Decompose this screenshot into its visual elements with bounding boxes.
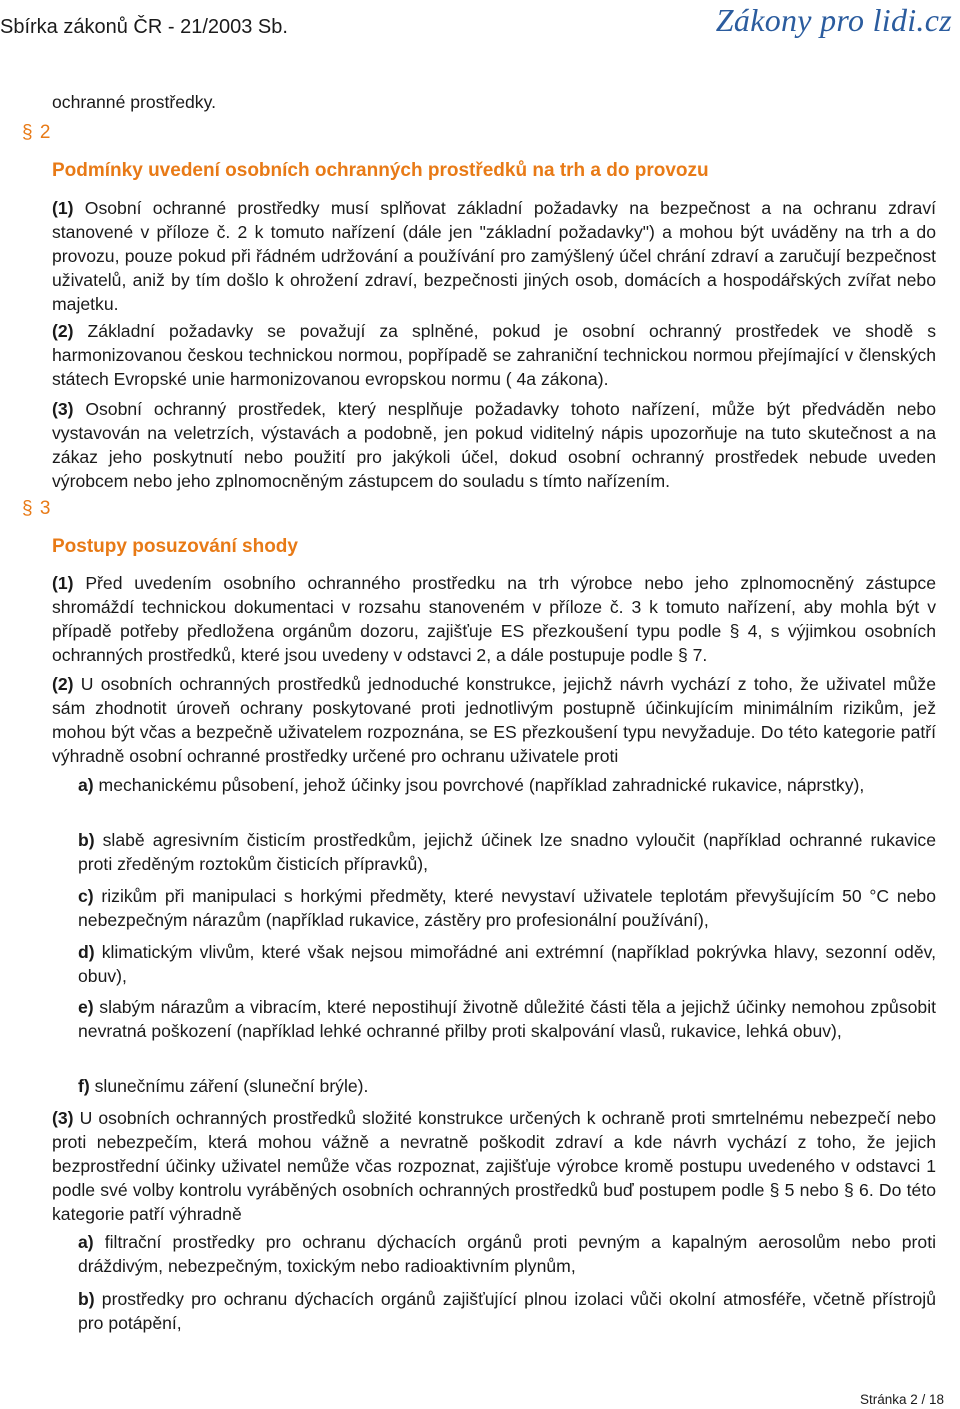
site-logo[interactable]: Zákony pro lidi.cz [715,2,952,38]
sec3-paragraph-2: (2) U osobních ochranných prostředků jednoduché konstrukce, jejichž návrh vychází z toho, že uživatel může sám zhodnotit úroveň ochrany poskytované proti jednotlivým postupně účinkujícím minimálním rizikům, jež mohou být včas a bezpečně uživatelem rozpoznána, se ES přezkoušení typu nevyžaduje. Do této kategorie patří výhradně osobní ochranné prostředky určené pro ochranu uživatele proti [52,674,936,766]
sec3-paragraph-3: (3) U osobních ochranných prostředků složité konstrukce určených k ochraně proti smrtelnému nebezpečí nebo proti nebezpečím, která mohou vážně a nevratně poškodit zdraví a kde návrh vychází z toho, že jejich bezprostřední účinky uživatel nemůže včas rozpoznat, zajišťuje výrobce kromě postupu uvedeného v odstavci 1 podle své volby kontrolu vyráběných osobních ochranných prostředků buď postupem podle § 5 nebo § 6. Do této kategorie patří výhradně [52,1108,936,1224]
sec2-paragraph-1: (1) Osobní ochranné prostředky musí splňovat základní požadavky na bezpečnost a na ochranu zdraví stanovené v příloze č. 2 k tomuto nařízení (dále jen "základní požadavky") a mohou být uváděny na trh a do provozu, pouze pokud při řádném udržování a používání pro zamýšlený účel chrání zdraví a zaručují bezpečnost uživatelů, aniž by tím došlo k ohrožení zdraví, bezpečnosti jiných osob, domácích a hospodářských zvířat nebo majetku. [52,198,936,314]
section-symbol: § [22,122,33,143]
list-item: f) slunečnímu záření (sluneční brýle). [78,1076,369,1096]
document-title: Sbírka zákonů ČR - 21/2003 Sb. [0,16,288,38]
list-item: b) prostředky pro ochranu dýchacích orgánů zajišťující plnou izolaci vůči okolní atmosféře, včetně přístrojů pro potápění, [78,1289,936,1333]
section-number: 2 [39,122,51,143]
section-2-marker [22,122,50,144]
intro-text: ochranné prostředky. [52,92,216,112]
page-header [0,0,960,48]
section-symbol: § [22,498,33,519]
list-item: a) filtrační prostředky pro ochranu dýchacích orgánů proti pevným a kapalným aerosolům nebo proti dráždivým, nebezpečným, toxickým nebo radioaktivním plynům, [78,1232,936,1276]
list-item: b) slabě agresivním čisticím prostředkům, jejichž účinek lze snadno vyloučit (například ochranné rukavice proti zředěným roztokům čisticích přípravků), [78,830,936,874]
list-item: a) mechanickému působení, jehož účinky jsou povrchové (například zahradnické rukavice, náprstky), [78,775,865,795]
section-2-heading: Podmínky uvedení osobních ochranných prostředků na trh a do provozu [52,160,709,181]
section-number: 3 [39,498,51,519]
section-3-heading: Postupy posuzování shody [52,536,298,557]
section-3-marker [22,498,50,520]
page-number: Stránka 2 / 18 [859,1392,944,1407]
sec3-paragraph-1: (1) Před uvedením osobního ochranného prostředku na trh výrobce nebo jeho zplnomocněný zástupce shromáždí technickou dokumentaci v rozsahu stanoveném v příloze č. 3 k tomuto nařízení, aby mohla být v případě potřeby předložena orgánům dozoru, zajišťuje ES přezkoušení typu podle § 4, s výjimkou osobních ochranných prostředků, které jsou uvedeny v odstavci 2, a dále postupuje podle § 7. [52,573,936,665]
list-item: d) klimatickým vlivům, které však nejsou mimořádné ani extrémní (například pokrývka hlavy, sezonní oděv, obuv), [78,942,936,986]
sec2-paragraph-2: (2) Základní požadavky se považují za splněné, pokud je osobní ochranný prostředek ve shodě s harmonizovanou českou technickou normou, popřípadě se zahraniční technickou normou přejímající v členských státech Evropské unie harmonizovanou evropskou normu ( 4a zákona). [52,321,936,389]
list-item: c) rizikům při manipulaci s horkými předměty, které nevystaví uživatele teplotám převyšujícím 50 °C nebo nebezpečným nárazům (například rukavice, zástěry pro profesionální používání), [78,886,936,930]
sec2-paragraph-3: (3) Osobní ochranný prostředek, který nesplňuje požadavky tohoto nařízení, může být předváděn nebo vystavován na veletrzích, výstavách a podobně, jen pokud viditelný nápis upozorňuje na tuto skutečnost a na zákaz jeho poskytnutí nebo použití pro jakýkoli účel, dokud osobní ochranný prostředek nebude uveden výrobcem nebo jeho zplnomocněným zástupcem do souladu s tímto nařízením. [52,399,936,491]
list-item: e) slabým nárazům a vibracím, které nepostihují životně důležité části těla a jejichž účinky nemohou způsobit nevratná poškození (například lehké ochranné přilby proti skalpování vlasů, rukavice, lehká obuv), [78,997,936,1041]
